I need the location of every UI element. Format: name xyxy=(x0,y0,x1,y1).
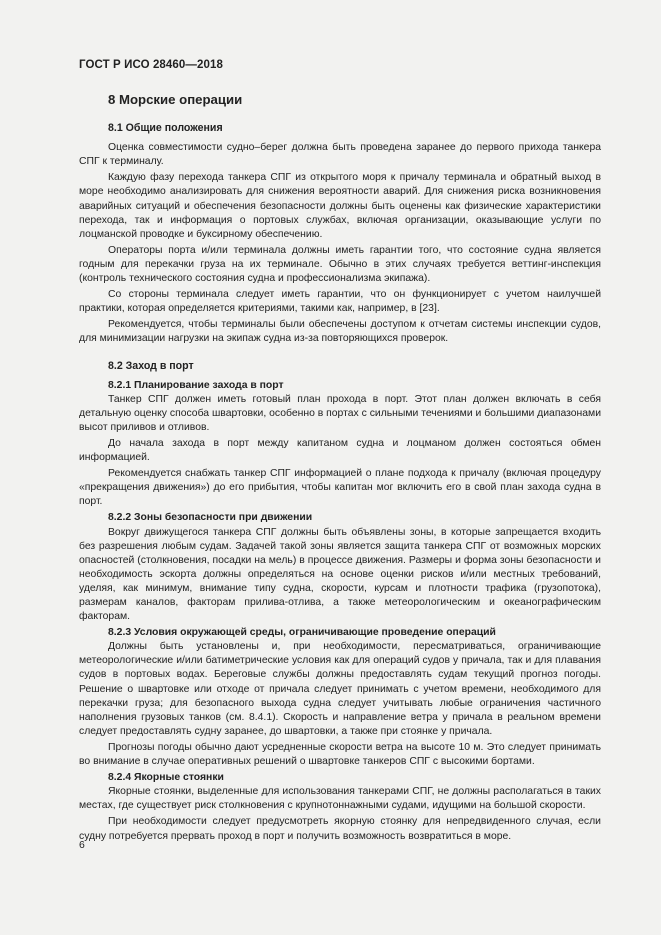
paragraph: Прогнозы погоды обычно дают усредненные скорости ветра на высоте 10 м. Это следует принимать во внимание в случае оперативных решений о швартовке танкеров СПГ с высокими бортами. xyxy=(79,741,601,768)
section-title: 8 Морские операции xyxy=(108,92,243,107)
paragraph: Рекомендуется, чтобы терминалы были обеспечены доступом к отчетам системы инспекции судов, для минимизации нагрузки на экипаж судна из-за повторяющихся проверок. xyxy=(79,319,601,345)
paragraph: При необходимости следует предусмотреть якорную стоянку для непредвиденного случая, если судну потребуется прервать проход в порт и получить возможность возвратиться в море. xyxy=(79,816,601,842)
subsection-title-8-1: 8.1 Общие положения xyxy=(108,122,223,135)
paragraph: Рекомендуется снабжать танкер СПГ информацией о плане подхода к причалу (включая процедуру «прекращения движения») до его прибытия, чтобы капитан мог включить его в свой план захода судна в порт. xyxy=(79,468,601,508)
paragraph: Со стороны терминала следует иметь гарантии, что он функционирует с учетом наилучшей практики, которая определяется критериями, такими как, например, в [23]. xyxy=(79,289,601,315)
paragraph: Должны быть установлены и, при необходимости, пересматриваться, ограничивающие метеорологические и/или батиметрические условия как для операций судов у причала, так и для плавания судов в портовых водах. Береговые службы должны предоставлять судам текущий прогноз погоды. Решение о швартовке или отходе от причала следует принимать с учетом времени, необходимого для перекачки груза; для безопасного выхода судна следует учитывать любые ограничения частичного наполнения грузовых танков (см. 8.4.1). Скорость и направление ветра у причала в реальном времени следует предоставлять судну заранее, до швартовки, а также при стоянке у причала. xyxy=(79,641,601,737)
page-content xyxy=(79,85,601,846)
clause-title-8-2-3: 8.2.3 Условия окружающей среды, ограничивающие проведение операций xyxy=(108,627,496,639)
paragraph: Танкер СПГ должен иметь готовый план прохода в порт. Этот план должен включать в себя детальную оценку способа швартовки, особенно в портах с сильными течениями и большими диапазонами высот приливов и отливов. xyxy=(79,393,601,433)
document-header: ГОСТ Р ИСО 28460—2018 xyxy=(79,59,224,71)
paragraph: Операторы порта и/или терминала должны иметь гарантии того, что состояние судна является годным для перекачки груза на их терминале. Обычно в этих случаях требуется веттинг-инспекция (контроль технического состояния судна и профессионализма экипажа). xyxy=(79,244,601,285)
paragraph: Каждую фазу перехода танкера СПГ из открытого моря к причалу терминала и обратный выход в море необходимо анализировать для снижения вероятности аварий. Для снижения риска возникновения аварийных ситуаций и обеспечения безопасности должны быть оценены как физические характеристики перехода, так и информация о портовых службах, включая организации, оказывающие услуги по лоцманской проводке и буксирному обеспечению. xyxy=(79,172,601,240)
page-number: 6 xyxy=(79,840,85,851)
paragraph: Оценка совместимости судно–берег должна быть проведена заранее до первого прихода танкера СПГ к терминалу. xyxy=(79,142,601,168)
clause-title-8-2-2: 8.2.2 Зоны безопасности при движении xyxy=(108,512,313,524)
clause-title-8-2-1: 8.2.1 Планирование захода в порт xyxy=(108,379,284,391)
subsection-title-8-2: 8.2 Заход в порт xyxy=(108,359,194,372)
paragraph: Якорные стоянки, выделенные для использования танкерами СПГ, не должны располагаться в таких местах, где существует риск столкновения с крупнотоннажными судами, идущими на большой скорости. xyxy=(79,786,601,812)
clause-title-8-2-4: 8.2.4 Якорные стоянки xyxy=(108,772,224,784)
paragraph: До начала захода в порт между капитаном судна и лоцманом должен состояться обмен информацией. xyxy=(79,437,601,464)
paragraph: Вокруг движущегося танкера СПГ должны быть объявлены зоны, в которые запрещается входить без разрешения любым судам. Задачей такой зоны является защита танкера СПГ от возможных морских опасностей (столкновения, посадки на мель) в процессе движения. Размеры и форма зоны безопасности и необходимость эскорта должны определяться на основе оценки рисков и/или местных требований, уделяя, как минимум, внимание типу судна, скорости, курсам и плотности трафика (грузопотока), размерам каналов, факторам прилива-отлива, а также метеорологическим и океанографическим факторам. xyxy=(79,526,601,623)
